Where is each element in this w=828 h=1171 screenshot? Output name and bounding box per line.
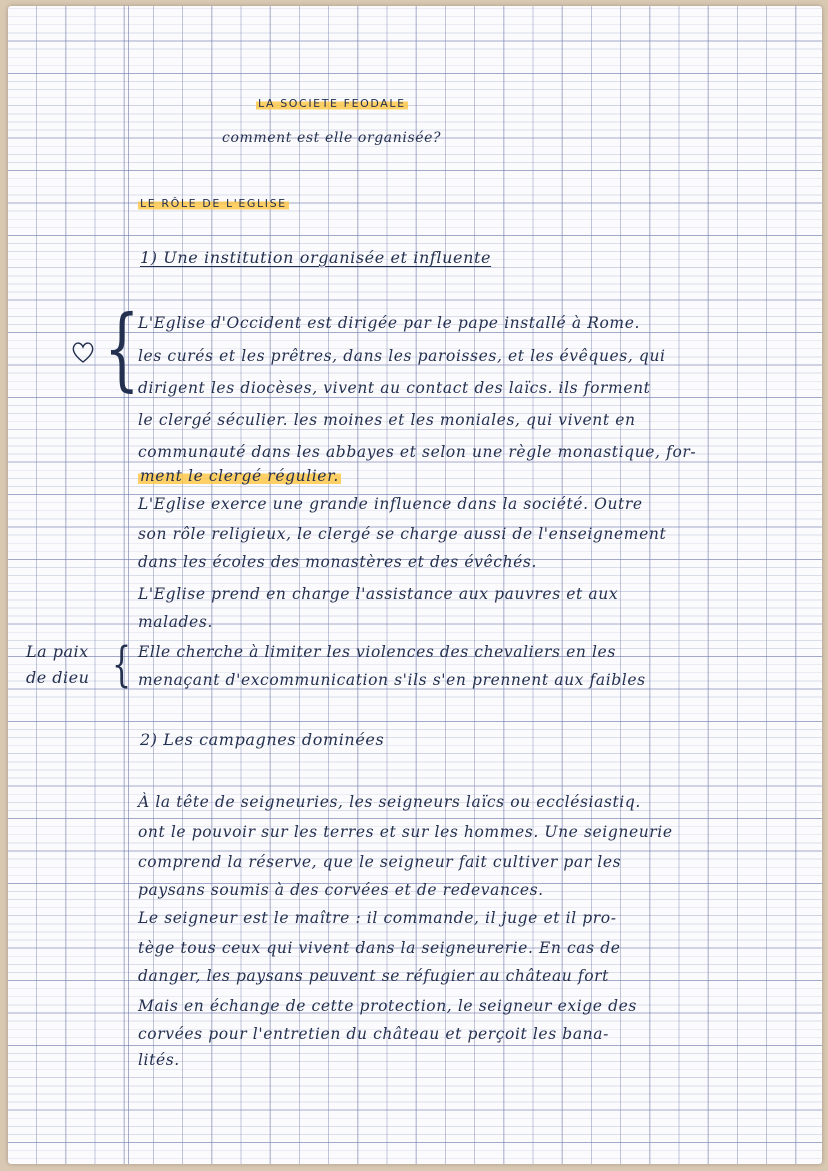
para3-line-2: malades. <box>138 613 213 631</box>
heart-icon <box>70 339 96 365</box>
para6-line-5: corvées pour l'entretien du château et perçoit les bana- <box>138 1025 609 1043</box>
para2-line-2: son rôle religieux, le clergé se charge aussi de l'enseignement <box>138 525 667 543</box>
margin-line <box>128 6 129 1164</box>
para4-line-1: Elle cherche à limiter les violences des chevaliers en les <box>138 643 616 661</box>
section-title: LE RÔLE DE L'EGLISE <box>140 197 287 210</box>
para6-line-2: tège tous ceux qui vivent dans la seigneurerie. En cas de <box>138 939 621 957</box>
brace-left-paragraph: { <box>104 298 140 402</box>
para2-line-1: L'Eglise exerce une grande influence dans la société. Outre <box>138 495 643 513</box>
para6-line-3: danger, les paysans peuvent se réfugier au château fort <box>138 967 609 985</box>
para1-line-3: dirigent les diocèses, vivent au contact des laïcs. ils forment <box>138 379 651 397</box>
para5-line-1: À la tête de seigneuries, les seigneurs laïcs ou ecclésiastiq. <box>138 793 641 811</box>
brace-margin-note: { <box>112 637 132 694</box>
margin-note-line-1: La paix <box>26 642 89 661</box>
margin-note-line-2: de dieu <box>26 668 90 687</box>
para6-line-4: Mais en échange de cette protection, le seigneur exige des <box>138 997 637 1015</box>
subheading-2: 2) Les campagnes dominées <box>140 730 385 749</box>
para1-line-4: le clergé séculier. les moines et les moniales, qui vivent en <box>138 411 636 429</box>
page-subtitle: comment est elle organisée? <box>222 130 442 146</box>
para1-line-2: les curés et les prêtres, dans les paroisses, et les évêques, qui <box>138 347 666 365</box>
para6-line-6: lités. <box>138 1051 180 1069</box>
para1-line-1: L'Eglise d'Occident est dirigée par le pape installé à Rome. <box>138 314 641 332</box>
para5-line-3: comprend la réserve, que le seigneur fait cultiver par les <box>138 853 622 871</box>
para2-line-3: dans les écoles des monastères et des évêchés. <box>138 553 538 571</box>
para5-line-4: paysans soumis à des corvées et de redevances. <box>138 881 544 899</box>
para6-line-1: Le seigneur est le maître : il commande, il juge et il pro- <box>138 909 617 927</box>
para1-line-5: communauté dans les abbayes et selon une règle monastique, for- <box>138 443 697 461</box>
para3-line-1: L'Eglise prend en charge l'assistance aux pauvres et aux <box>138 585 619 603</box>
para1-line-6: ment le clergé régulier. <box>140 467 339 485</box>
page-title: LA SOCIETE FEODALE <box>258 97 406 110</box>
para4-line-2: menaçant d'excommunication s'ils s'en prennent aux faibles <box>138 671 646 689</box>
subheading-1: 1) Une institution organisée et influente <box>140 248 492 267</box>
notebook-page <box>8 6 822 1164</box>
para5-line-2: ont le pouvoir sur les terres et sur les hommes. Une seigneurie <box>138 823 673 841</box>
